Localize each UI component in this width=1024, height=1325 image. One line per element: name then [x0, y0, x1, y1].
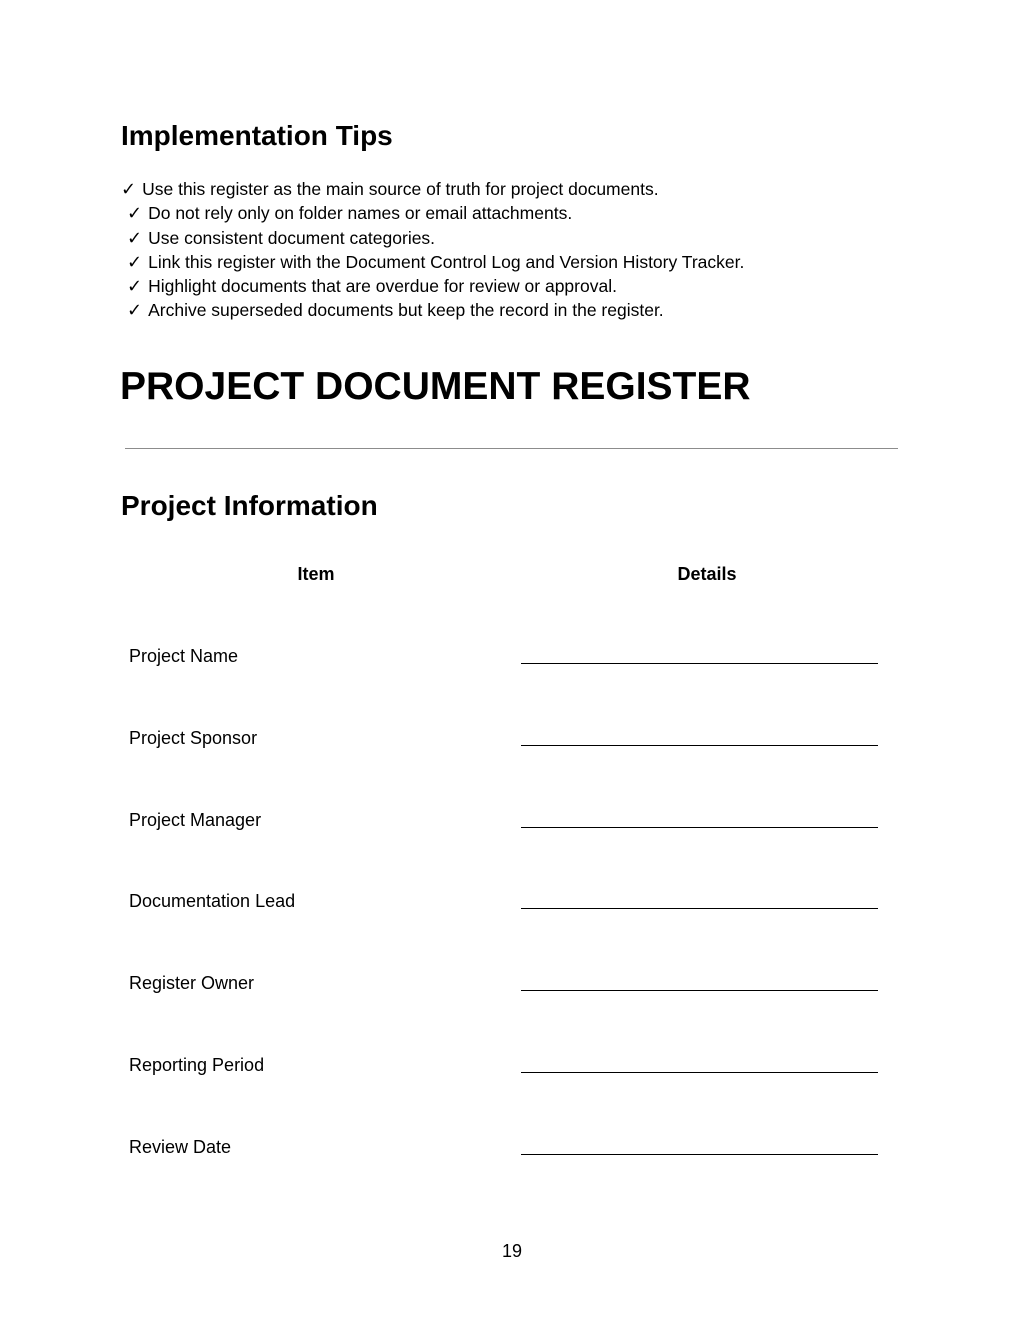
blank-line: [521, 827, 878, 828]
checkmark-icon: ✓: [127, 300, 143, 322]
checkmark-icon: ✓: [127, 251, 143, 273]
row-label: Register Owner: [129, 973, 255, 993]
tip-text: Highlight documents that are overdue for review or approval.: [148, 276, 617, 297]
blank-line: [521, 1072, 878, 1073]
tip-text: Do not rely only on folder names or email attachments.: [148, 203, 573, 224]
tip-item: [121, 201, 744, 225]
register-title: PROJECT DOCUMENT REGISTER: [120, 365, 751, 408]
column-header-item: Item: [297, 564, 335, 584]
page-number: 19: [501, 1241, 523, 1261]
blank-line: [521, 1154, 878, 1155]
tip-item: [121, 274, 744, 298]
row-label: Project Name: [129, 646, 239, 666]
checkmark-icon: ✓: [127, 203, 143, 225]
tip-item: [121, 226, 744, 250]
implementation-tips-heading: Implementation Tips: [121, 120, 393, 151]
column-header-details: Details: [677, 564, 737, 584]
row-label: Review Date: [129, 1137, 232, 1157]
blank-line: [521, 663, 878, 664]
info-row-documentation-lead: [129, 889, 889, 913]
info-row-review-date: [129, 1135, 889, 1159]
row-label: Documentation Lead: [129, 891, 296, 911]
info-row-project-name: [129, 644, 889, 668]
blank-line: [521, 908, 878, 909]
info-row-project-sponsor: [129, 726, 889, 750]
info-row-project-manager: [129, 808, 889, 832]
tip-item: [121, 250, 744, 274]
row-label: Project Manager: [129, 810, 262, 830]
tip-text: Archive superseded documents but keep the record in the register.: [148, 300, 664, 321]
tip-item: [121, 298, 744, 322]
tip-text: Use this register as the main source of truth for project documents.: [142, 179, 659, 199]
row-label: Reporting Period: [129, 1055, 265, 1075]
implementation-tips-list: [121, 177, 744, 323]
info-row-register-owner: [129, 971, 889, 995]
blank-line: [521, 745, 878, 746]
tip-text: Use consistent document categories.: [148, 227, 436, 248]
tip-item: [121, 177, 744, 201]
project-information-heading: Project Information: [121, 490, 378, 521]
tip-text: Link this register with the Document Control Log and Version History Tracker.: [148, 251, 745, 272]
info-row-reporting-period: [129, 1053, 889, 1077]
checkmark-icon: ✓: [121, 179, 137, 200]
checkmark-icon: ✓: [127, 276, 143, 298]
blank-line: [521, 990, 878, 991]
section-divider: [125, 448, 898, 449]
row-label: Project Sponsor: [129, 728, 258, 748]
checkmark-icon: ✓: [127, 227, 143, 249]
